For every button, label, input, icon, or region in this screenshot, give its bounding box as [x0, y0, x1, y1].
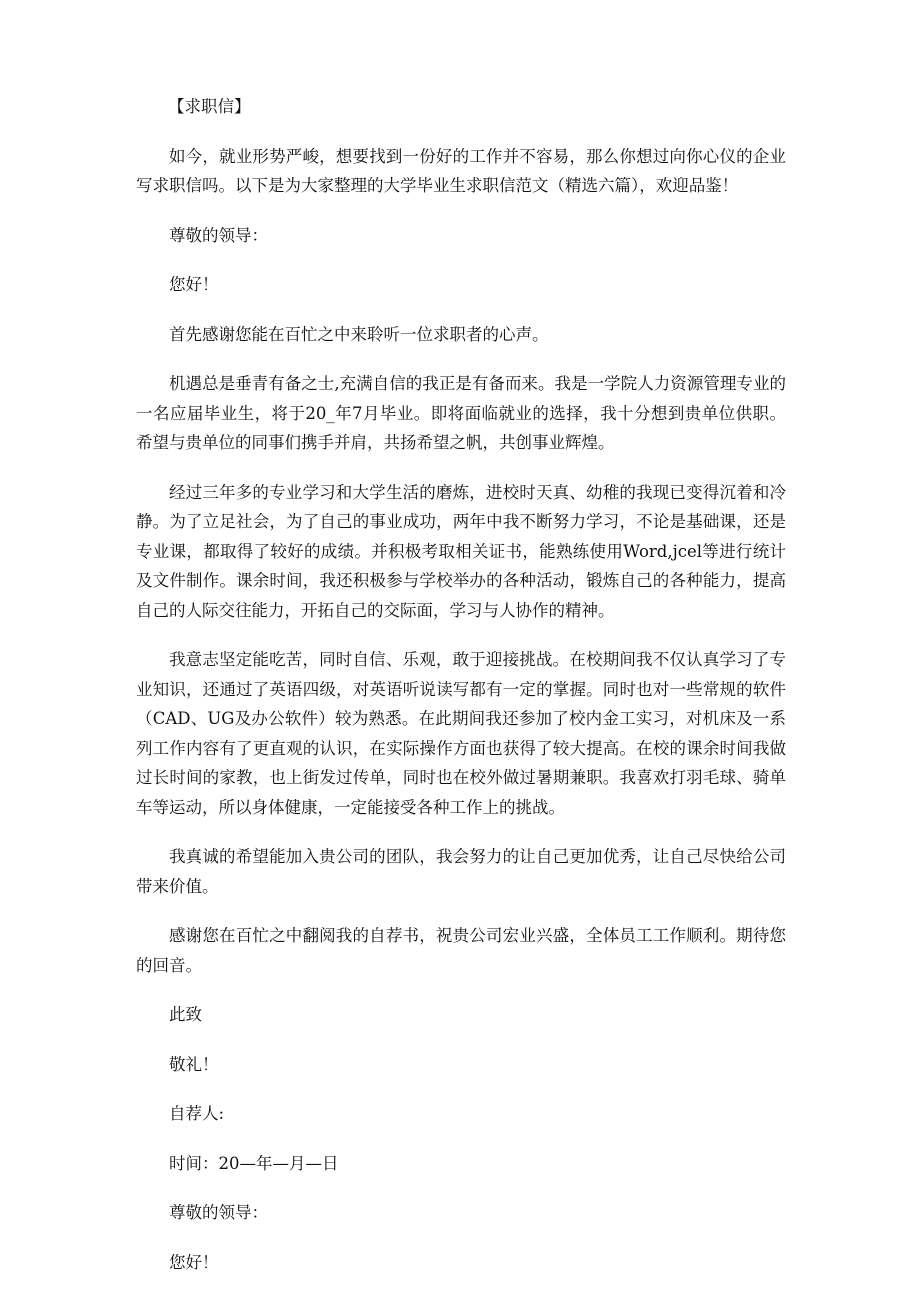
salutation: 尊敬的领导： [169, 225, 268, 245]
greeting: 您好！ [169, 275, 219, 294]
closing-regards: 敬礼！ [169, 1054, 219, 1074]
body-paragraph: 机遇总是垂青有备之士,充满自信的我正是有备而来。我是一学院人力资源管理专业的一名应届毕业生，将于20_年7月毕业。即将面临就业的选择，我十分想到贵单位供职。希望与贵单位的同事们携手并肩，共扬希望之帆，共创事业辉煌。 [136, 374, 786, 452]
intro-paragraph: 如今，就业形势严峻，想要找到一份好的工作并不容易，那么你想过向你心仪的企业写求职信吗。以下是为大家整理的大学毕业生求职信范文（精选六篇），欢迎品鉴！ [136, 146, 786, 195]
closing-phrase: 此致 [169, 1005, 202, 1024]
document-title: 【求职信】 [168, 97, 251, 116]
greeting: 您好！ [169, 1252, 219, 1272]
body-paragraph: 我意志坚定能吃苦，同时自信、乐观，敢于迎接挑战。在校期间我不仅认真学习了专业知识，还通过了英语四级，对英语听说读写都有一定的掌握。同时也对一些常规的软件（CAD、UG及办公软件）较为熟悉。在此期间我还参加了校内金工实习，对机床及一系列工作内容有了更直观的认识，在实际操作方面也获得了较大提高。在校的课余时间我做过长时间的家教，也上街发过传单，同时也在校外做过暑期兼职。我喜欢打羽毛球、骑单车等运动，所以身体健康，一定能接受各种工作上的挑战。 [136, 650, 786, 817]
body-paragraph: 我真诚的希望能加入贵公司的团队，我会努力的让自己更加优秀，让自己尽快给公司带来价值。 [136, 847, 786, 896]
document-body [136, 92, 786, 1297]
opening-paragraph: 首先感谢您能在百忙之中来聆听一位求职者的心声。 [169, 324, 549, 344]
body-paragraph: 经过三年多的专业学习和大学生活的磨炼，进校时天真、幼稚的我现已变得沉着和冷静。为了立足社会，为了自己的事业成功，两年中我不断努力学习，不论是基础课，还是专业课，都取得了较好的成绩。并积极考取相关证书，能熟练使用Word,jcel等进行统计及文件制作。课余时间，我还积极参与学校举办的各种活动，锻炼自己的各种能力，提高自己的人际交往能力，开拓自己的交际面，学习与人协作的精神。 [136, 482, 786, 620]
closing-paragraph: 感谢您在百忙之中翻阅我的自荐书，祝贵公司宏业兴盛，全体员工工作顺利。期待您的回音。 [136, 926, 786, 975]
date-line: 时间：20—年—月—日 [169, 1153, 339, 1173]
salutation: 尊敬的领导： [169, 1203, 268, 1222]
signature-line: 自荐人: [169, 1104, 225, 1123]
